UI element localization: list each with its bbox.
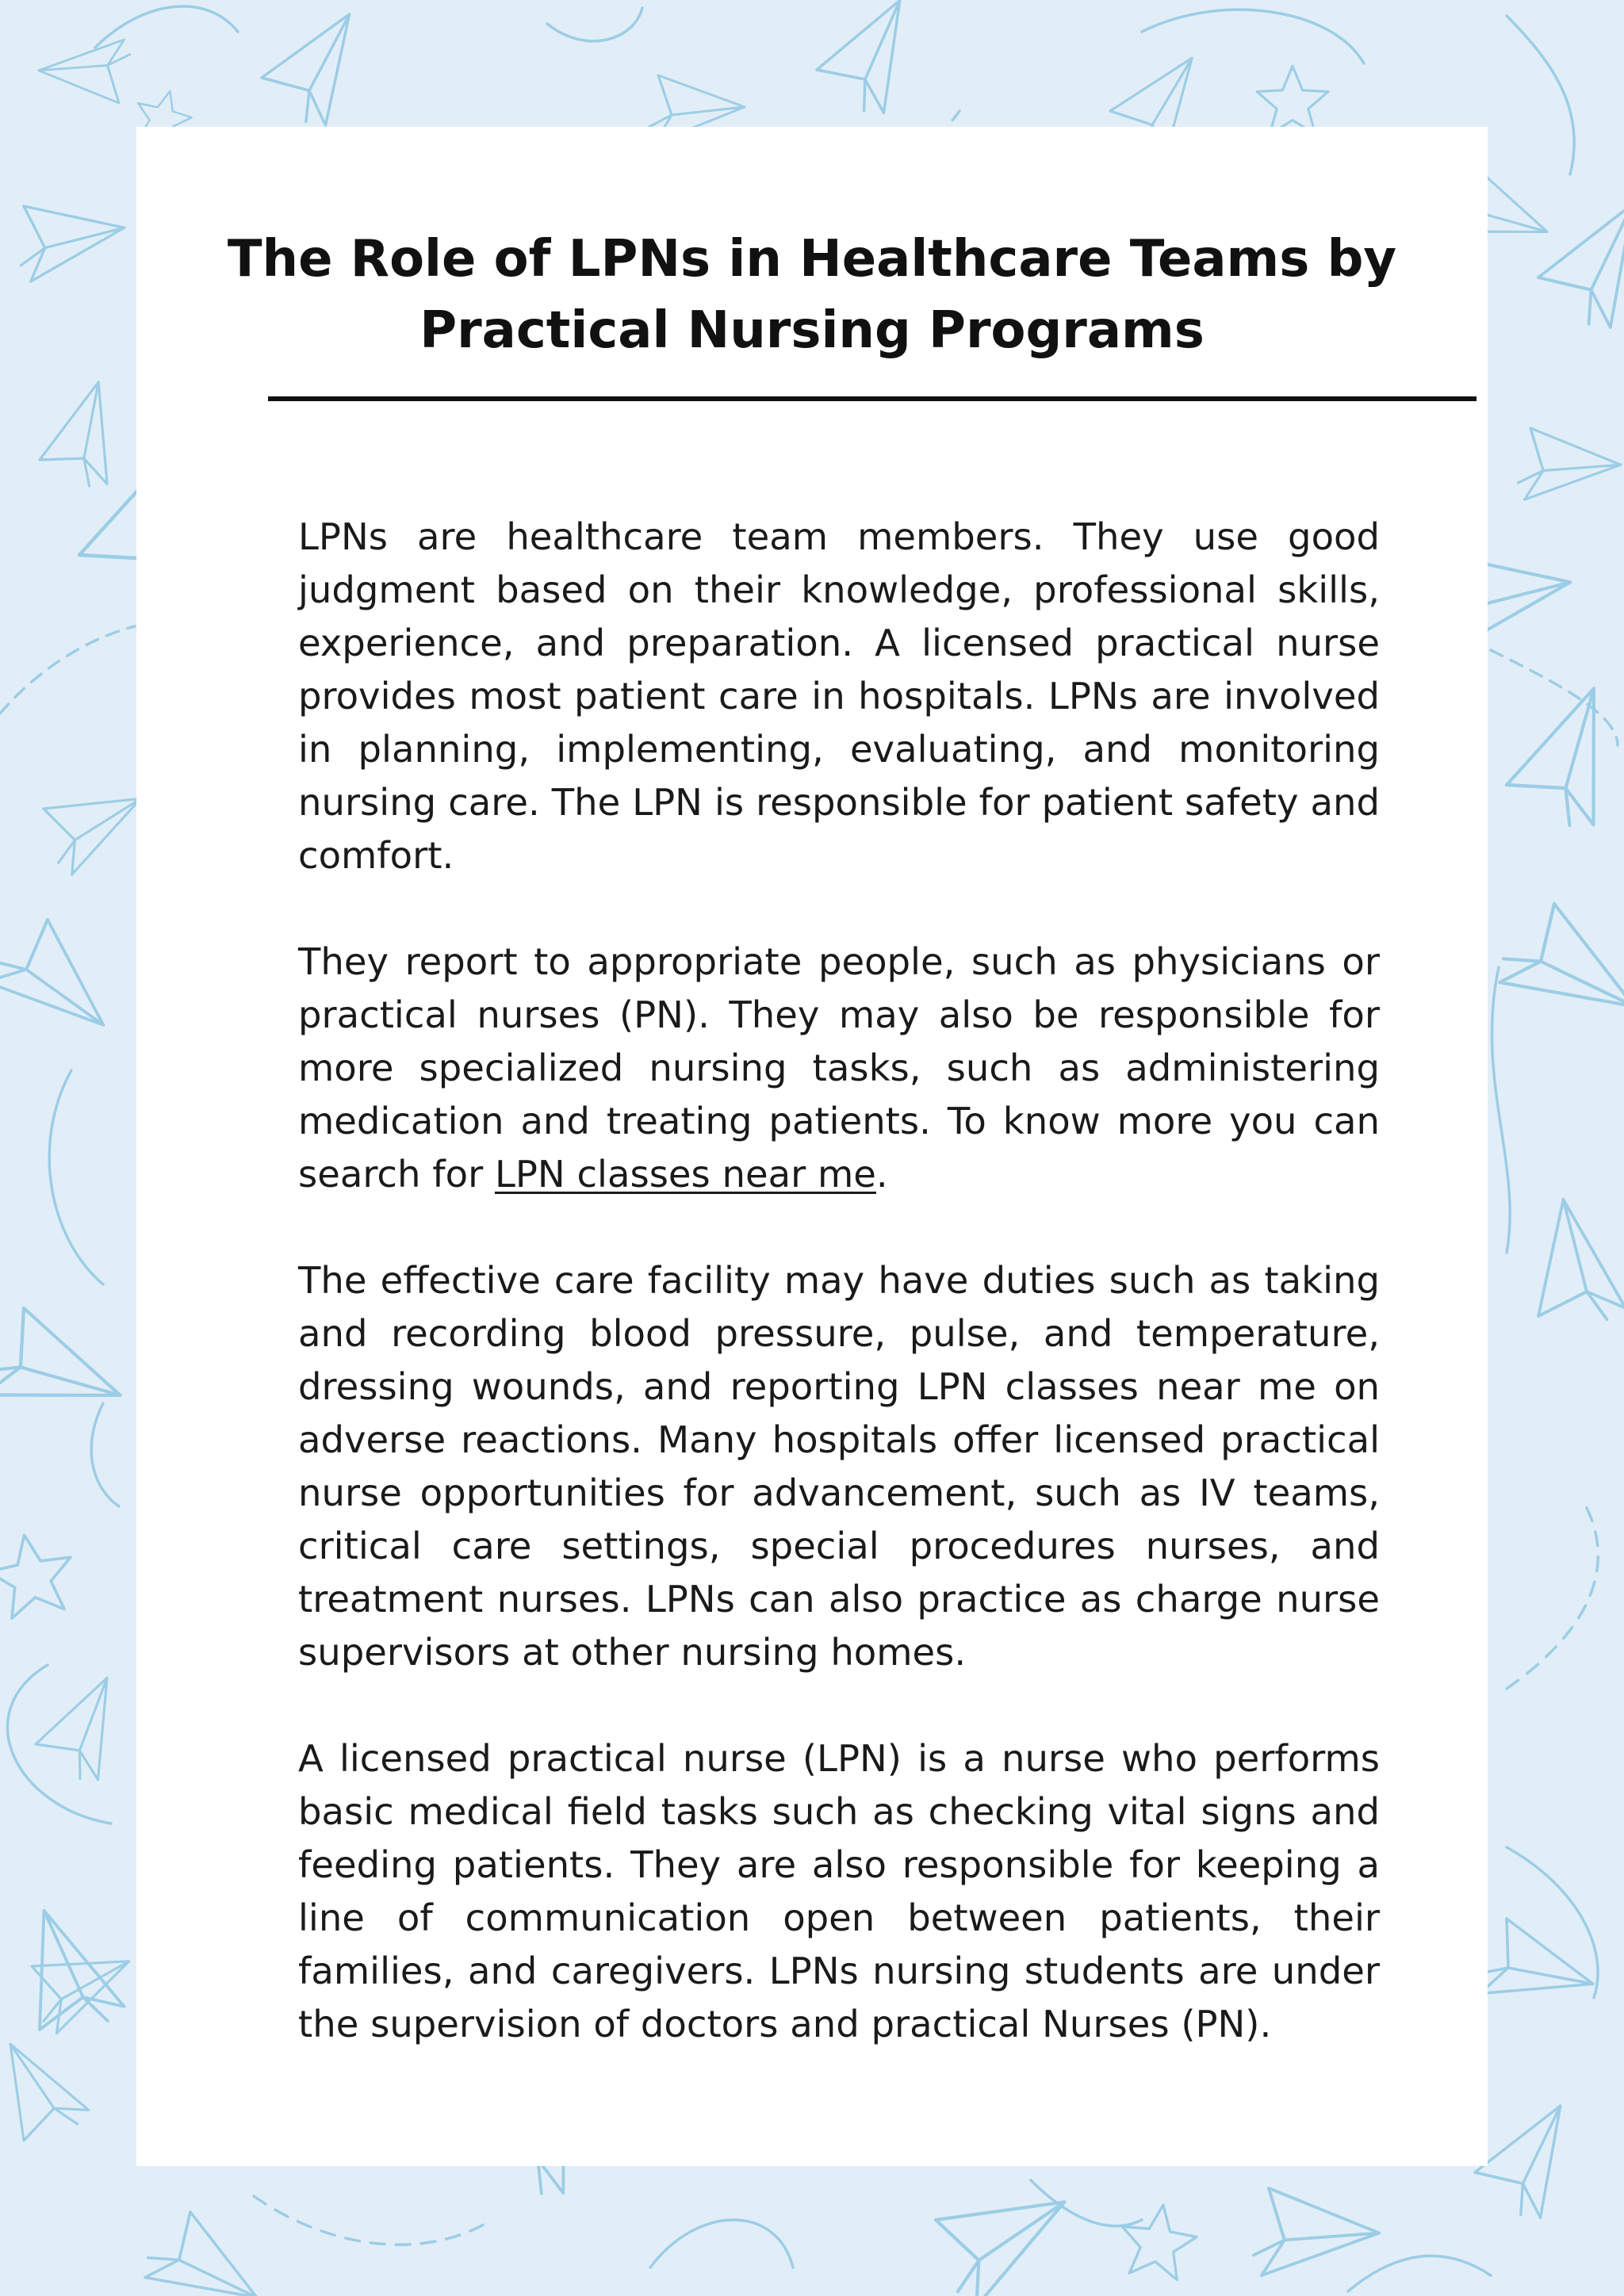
document-card [136, 127, 1488, 2166]
document-body [298, 511, 1380, 2104]
paragraph-reporting-end: . [875, 1153, 888, 1196]
paper-plane-icon [251, 14, 380, 140]
dashed-flight-path [254, 2196, 492, 2244]
paper-plane-icon [1481, 890, 1624, 1047]
dashed-flight-path [1507, 1506, 1598, 1689]
paper-plane-icon [1223, 2160, 1379, 2296]
paragraph-reporting-text: They report to appropriate people, such as physicians or practical nurses (PN). They may also be responsible for more specialized nursing tasks, such as administering medication and treating patients. To know more you can search for [298, 940, 1380, 1196]
paragraph-lpn-role: LPNs are healthcare team members. They use good judgment based on their knowledge, professional skills, experience, and preparation. A licensed practical nurse provides most patient care in hospitals. LPNs are involved in planning, implementing, evaluating, and monitoring nursing care. The LPN is responsible for patient safety and comfort. [298, 515, 1380, 877]
lpn-classes-link[interactable]: LPN classes near me [494, 1153, 876, 1196]
document-title: The Role of LPNs in Healthcare Teams by Practical Nursing Programs [227, 230, 1397, 360]
star-icon [0, 1528, 79, 1621]
paper-plane-icon [1507, 1200, 1624, 1352]
paper-plane-icon [32, 779, 141, 885]
paper-plane-icon [0, 2044, 98, 2151]
paper-plane-icon [0, 1288, 121, 1454]
paper-plane-icon [6, 1911, 146, 2054]
paper-plane-icon [1487, 688, 1624, 852]
title-divider [268, 396, 1477, 401]
paper-plane-icon [39, 10, 152, 124]
paper-plane-icon [1493, 405, 1621, 533]
paper-plane-icon [22, 382, 149, 508]
paper-plane-icon [129, 2201, 257, 2296]
star-icon [1116, 2199, 1201, 2282]
paragraph-reporting [298, 936, 1380, 1201]
paragraph-lpn-definition: A licensed practical nurse (LPN) is a nurse who performs basic medical field tasks such as checking vital signs and feeding patients. They are also responsible for keeping a line of communication open between patients, their families, and caregivers. LPNs nursing students are under the supervision of doctors and practical Nurses (PN). [298, 1737, 1380, 2045]
paper-plane-icon [0, 913, 103, 1044]
paper-plane-icon [23, 1678, 144, 1797]
star-icon [1257, 66, 1328, 134]
paper-plane-icon [0, 178, 124, 308]
paper-plane-icon [804, 0, 936, 130]
paper-plane-icon [922, 2180, 1064, 2296]
paragraph-duties: The effective care facility may have duties such as taking and recording blood pressure, pulse, and temperature, dressing wounds, and reporting LPN classes near me on adverse reactions. Many hospitals offer licensed practical nurse opportunities for advancement, such as IV teams, critical care settings, special procedures nurses, and treatment nurses. LPNs can also practice as charge nurse supervisors at other nursing homes. [298, 1259, 1380, 1674]
